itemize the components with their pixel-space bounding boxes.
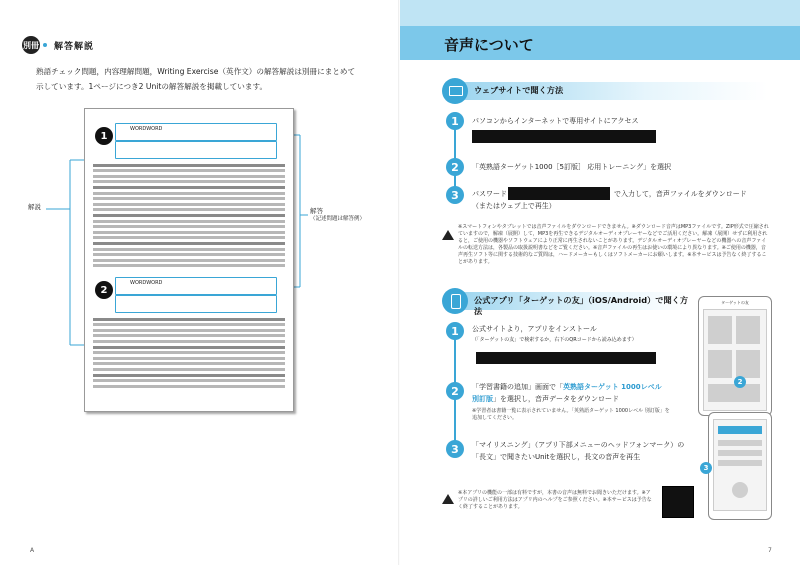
unit-1-answer-box [115,141,277,159]
app-section-header [442,288,692,314]
app-step-3-marker: 3 [446,440,464,458]
step-3-marker: 3 [446,186,464,204]
app-step-1-text: 公式サイトより，アプリをインストール [472,325,597,333]
phone-header: ターゲットの友 [721,300,749,305]
step-3-text-c: （またはウェブ上で再生） [472,202,556,210]
step-3-text-b: で入力して，音声ファイルをダウンロード [614,190,747,198]
callout-answer [310,207,365,223]
phone-mockup-1 [698,296,772,416]
unit-1-word-box [115,123,277,141]
phone-screen-2 [713,419,767,511]
intro-line-1: 熟語チェック問題，内容理解問題，Writing Exercise（英作文）の解答解説は別冊にまとめて [36,67,356,76]
app-step-3-b: 「長文」で聞きたいUnitを選択し，長文の音声を再生 [472,453,641,461]
badge-circle: 別冊 [22,36,40,54]
right-page [400,0,800,565]
step-2-marker: 2 [446,158,464,176]
step-1-text: パソコンからインターネットで専用サイトにアクセス [472,117,639,125]
unit-1-text-block [93,161,285,270]
url-redaction [472,130,656,143]
callout-answer-label: 解答 [310,207,323,215]
unit-2-word-box [115,277,277,295]
unit-2-text-block [93,315,285,390]
website-note: ※スマートフォンやタブレットでは音声ファイルをダウンロードできません。※ダウンロード音声はMP3ファイルです。ZIP形式で圧縮されていますので，解凍（展開）して，MP3を再生できるデジタルオーディオプレーヤーなどでご活用ください。解凍（展開）せずに利用されると，ご使用の機器やソフトウェアにより正常に再生されないことがあります。デジタルオーディオプレーヤーなどの機器への音声ファイルの転送方法は，各製品の取扱説明書などをご覧ください。※音声ファイルの再生はお使いの環境により異なります。※ご使用の機器，音声再生ソフト等に関する技術的なご質問は，ハードメーカーもしくはソフトメーカーにお願いします。※本サービスは予告なく終了することがあります。 [458,224,769,265]
page-header [400,0,800,60]
answer-page-thumbnail [84,108,294,412]
app-step-3-text [472,439,696,463]
app-warning-icon [442,494,454,504]
phone-screen-1 [703,309,767,411]
callout-answer-sub: （記述問題は解答例） [310,216,366,222]
password-label: パスワード [472,190,507,198]
app-url-redaction [476,352,656,364]
unit-1-word-label: WORDWORD [130,126,163,132]
app-step-2-book: 英熟語ターゲット 1000レベル [563,383,662,391]
callout-explanation: 解説 [28,203,41,211]
app-section-title: 公式アプリ「ターゲットの友」（iOS/Android）で聞く方法 [474,295,689,316]
phone-callout-2: 2 [734,376,746,388]
app-step-2-a: 「学習書籍の追加」画面で「 [472,383,563,391]
website-section-title: ウェブサイトで聞く方法 [474,85,564,95]
app-note: ※本アプリの機能の一部は有料ですが，本書の音声は無料でお聞きいただけます。※アプリの詳しいご利用方法はアプリ内のヘルプをご参照ください。※本サービスは予告なく終了することがあります。 [458,490,652,510]
unit-1-marker: 1 [95,127,113,145]
app-step-2-note: ※学習者は書籍一覧に表示されていません。「英熟語ターゲット 1000レベル 別訂版」を追加してください。 [472,408,670,421]
phone-mockup-2 [708,412,772,520]
page-title: 音声について [444,36,534,54]
qr-code [662,486,694,518]
step-2-text: 「英熟語ターゲット1000［5訂版］ 応用トレーニング」を選択 [472,163,672,171]
intro-line-2: 示しています。1ページにつき2 Unitの解答解説を掲載しています。 [36,82,268,91]
unit-2-answer-box [115,295,277,313]
left-page-number: A [30,547,35,554]
app-step-1-marker: 1 [446,322,464,340]
app-step-2-text [472,381,692,405]
app-step-2-b: 」を選択し，音声データをダウンロード [493,395,619,403]
unit-2-marker: 2 [95,281,113,299]
right-page-number: 7 [768,547,772,554]
app-step-2-book-2: 別訂版 [472,395,493,403]
step-1-marker: 1 [446,112,464,130]
badge-label: 解答解説 [54,41,95,52]
password-redaction [508,187,610,200]
app-step-1-sub: （「ターゲットの友」で検索するか，右下のQRコードから読み込めます） [472,337,637,343]
smartphone-icon [442,288,468,314]
monitor-icon [442,78,468,104]
app-step-2-marker: 2 [446,382,464,400]
step-3-text [472,188,507,200]
phone-callout-3: 3 [700,462,712,474]
unit-2-word-label: WORDWORD [130,280,163,286]
website-section-header [442,78,768,104]
warning-icon [442,230,454,240]
app-step-3-a: 「マイリスニング」（アプリ下部メニューのヘッドフォンマーク）の [472,441,685,449]
